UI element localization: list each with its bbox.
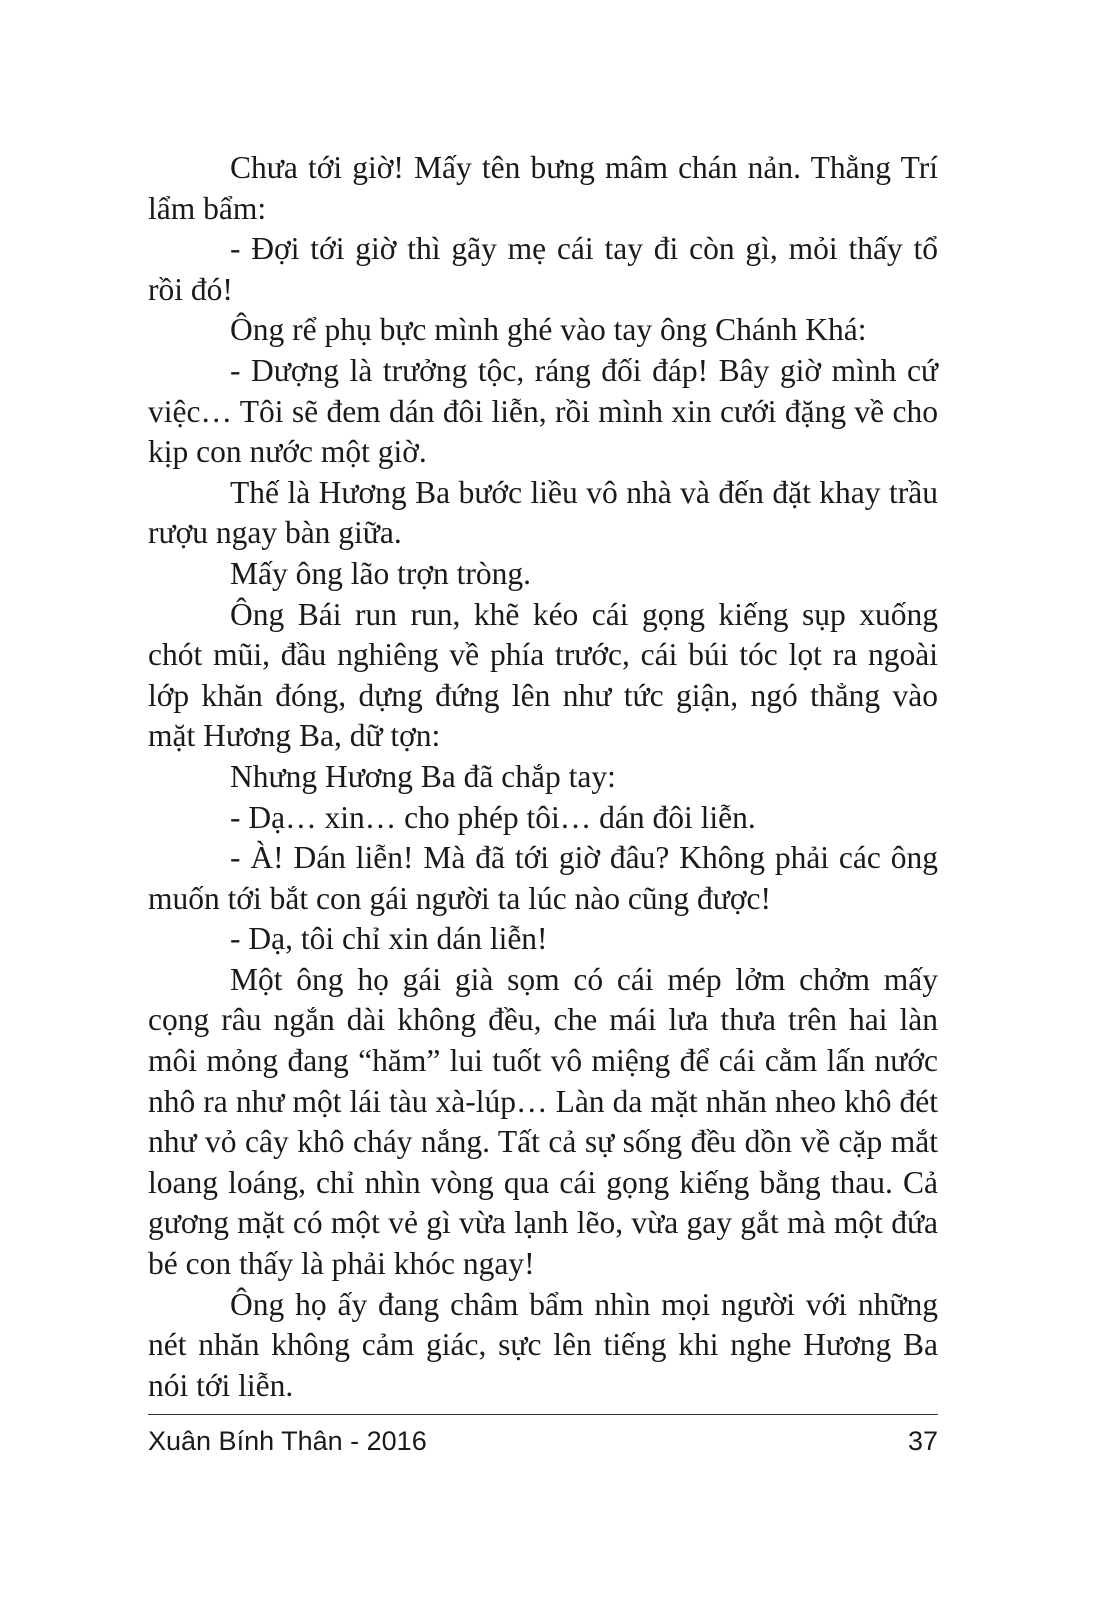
paragraph: Mấy ông lão trợn tròng. [230,555,531,591]
paragraph: - Dạ, tôi chỉ xin dán liễn! [230,921,548,957]
paragraph: Một ông họ gái già sọm có cái mép lởm chởm mấy cọng râu ngắn dài không đều, che mái lưa thưa trên hai làn môi mỏng đang “hăm” lui tuốt vô miệng để cái cằm lấn nước nhô ra như một lái tàu xà-lúp… Làn da mặt nhăn nheo khô đét như vỏ cây khô cháy nắng. Tất cả sự sống đều dồn về cặp mắt loang loáng, chỉ nhìn vòng qua cái gọng kiếng bằng thau. Cả gương mặt có một vẻ gì vừa lạnh lẽo, vừa gay gắt mà một đứa bé con thấy là phải khóc ngay! [148,961,938,1282]
paragraph: Ông họ ấy đang châm bẩm nhìn mọi người với những nét nhăn không cảm giác, sực lên tiếng khi nghe Hương Ba nói tới liễn. [148,1286,938,1403]
paragraph: Nhưng Hương Ba đã chắp tay: [230,758,616,794]
paragraph: Chưa tới giờ! Mấy tên bưng mâm chán nản. Thằng Trí lẩm bẩm: [148,150,938,226]
footer-publication: Xuân Bính Thân - 2016 [148,1426,427,1456]
paragraph: - Đợi tới giờ thì gãy mẹ cái tay đi còn gì, mỏi thấy tổ rồi đó! [148,231,938,307]
page-number: 37 [907,1426,938,1456]
paragraph: - Dượng là trưởng tộc, ráng đối đáp! Bây giờ mình cứ việc… Tôi sẽ đem dán đôi liễn, rồi mình xin cưới đặng về cho kịp con nước một giờ. [148,352,938,470]
paragraph: Ông rể phụ bực mình ghé vào tay ông Chánh Khá: [230,312,867,348]
paragraph: Thế là Hương Ba bước liều vô nhà và đến đặt khay trầu rượu ngay bàn giữa. [148,474,938,551]
body-text [148,148,938,1406]
paragraph: - Dạ… xin… cho phép tôi… dán đôi liễn. [230,799,756,835]
paragraph: Ông Bái run run, khẽ kéo cái gọng kiếng sụp xuống chót mũi, đầu nghiêng về phía trước, cái búi tóc lọt ra ngoài lớp khăn đóng, dựng đứng lên như tức giận, ngó thẳng vào mặt Hương Ba, dữ tợn: [148,596,938,754]
footer-divider [148,1414,938,1415]
paragraph: - À! Dán liễn! Mà đã tới giờ đâu? Không phải các ông muốn tới bắt con gái người ta lúc nào cũng được! [148,840,938,916]
